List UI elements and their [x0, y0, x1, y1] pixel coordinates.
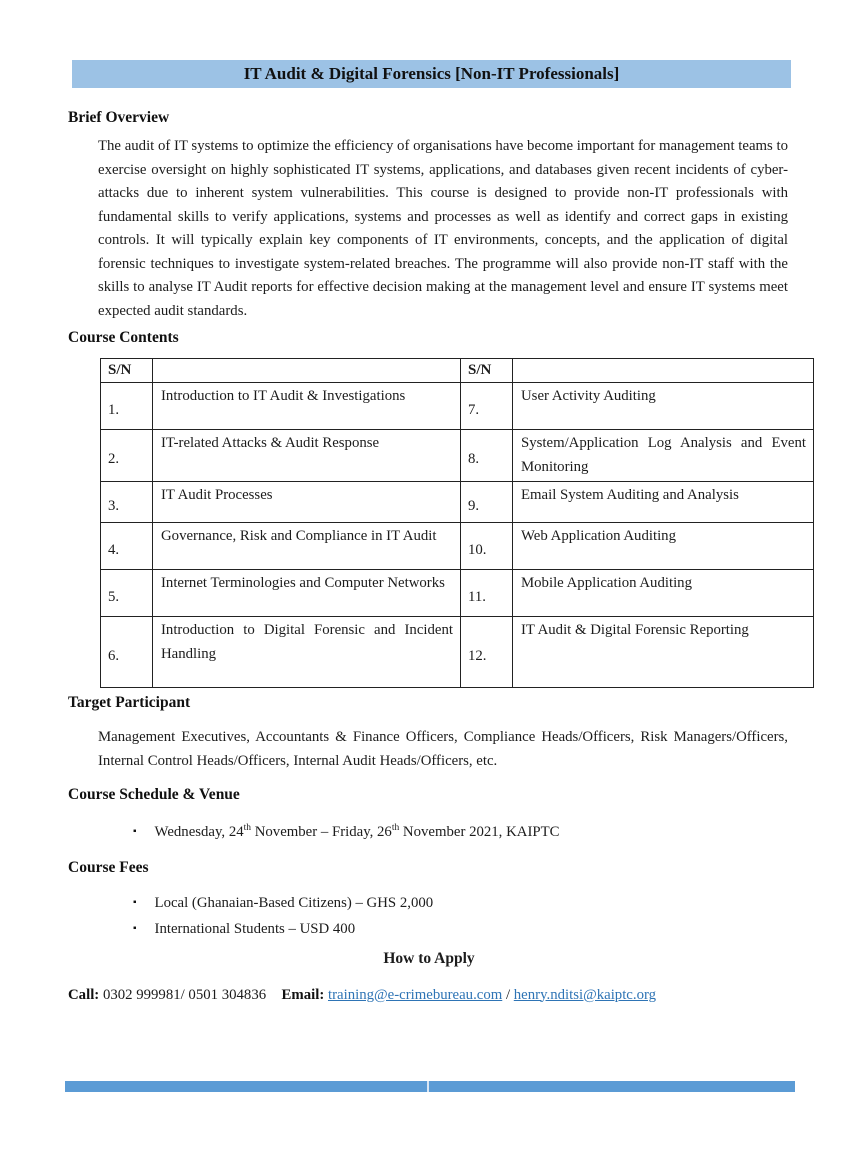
- target-participant-paragraph: Management Executives, Accountants & Finance Officers, Compliance Heads/Officers, Risk Managers/Officers, Internal Control Heads/Officers, Internal Audit Heads/Officers, etc.: [98, 729, 788, 769]
- target-participant-heading: Target Participant: [68, 694, 191, 711]
- how-to-apply-heading: How to Apply: [383, 949, 475, 967]
- row-number: 10.: [461, 523, 513, 570]
- email-link-henry[interactable]: henry.nditsi@kaiptc.org: [513, 986, 657, 1003]
- topic-header-right: [513, 359, 814, 383]
- list-item: [133, 917, 790, 943]
- schedule-bullet-text: Wednesday, 24th November – Friday, 26th November 2021, KAIPTC: [154, 823, 560, 840]
- fee-international-text: International Students – USD 400: [154, 920, 356, 937]
- table-header-row: [101, 359, 814, 383]
- brief-overview-heading: Brief Overview: [68, 109, 170, 126]
- page-title: IT Audit & Digital Forensics [Non-IT Professionals]: [243, 64, 620, 83]
- square-bullet-icon: ▪: [133, 826, 137, 837]
- call-numbers: 0302 999981/ 0501 304836: [102, 986, 267, 1003]
- square-bullet-icon: ▪: [133, 896, 137, 908]
- row-topic: Governance, Risk and Compliance in IT Audit: [153, 523, 461, 570]
- row-number: 4.: [101, 523, 153, 570]
- row-number: 3.: [101, 482, 153, 523]
- email-label: Email:: [281, 986, 325, 1003]
- row-topic: IT-related Attacks & Audit Response: [153, 430, 461, 482]
- sn-header-left: S/N: [101, 359, 153, 383]
- fee-local-text: Local (Ghanaian-Based Citizens) – GHS 2,000: [154, 894, 434, 911]
- row-topic: Introduction to IT Audit & Investigations: [153, 383, 461, 430]
- table-row: [101, 617, 814, 688]
- fees-list: [68, 891, 790, 943]
- course-contents-heading: Course Contents: [68, 329, 179, 346]
- table-row: [101, 482, 814, 523]
- row-number: 5.: [101, 570, 153, 617]
- footer-bar-left-segment: [65, 1081, 427, 1092]
- table-row: [101, 430, 814, 482]
- topic-header-left: [153, 359, 461, 383]
- row-number: 9.: [461, 482, 513, 523]
- row-topic: Internet Terminologies and Computer Networks: [153, 570, 461, 617]
- row-number: 2.: [101, 430, 153, 482]
- row-topic: User Activity Auditing: [513, 383, 814, 430]
- sn-header-right: S/N: [461, 359, 513, 383]
- row-topic: Web Application Auditing: [513, 523, 814, 570]
- row-number: 11.: [461, 570, 513, 617]
- row-topic: Introduction to Digital Forensic and Incident Handling: [153, 617, 461, 688]
- row-topic: System/Application Log Analysis and Event Monitoring: [513, 430, 814, 482]
- call-label: Call:: [68, 986, 100, 1003]
- row-topic: IT Audit & Digital Forensic Reporting: [513, 617, 814, 688]
- title-banner: [72, 60, 791, 88]
- row-number: 7.: [461, 383, 513, 430]
- row-number: 6.: [101, 617, 153, 688]
- fees-heading: Course Fees: [68, 858, 149, 876]
- footer-bar-right-segment: [429, 1081, 795, 1092]
- list-item: [133, 891, 790, 917]
- email-separator: /: [505, 986, 511, 1003]
- brief-overview-paragraph: The audit of IT systems to optimize the efficiency of organisations have become important for management teams to exercise oversight on highly sophisticated IT systems, applications, and databases given recent incidents of cyber-attacks due to inherent system vulnerabilities. This course is designed to provide non-IT professionals with fundamental skills to verify applications, systems and processes as well as identify and correct gaps in existing controls. It will typically explain key components of IT environments, concepts, and the application of digital forensic techniques to investigate system-related breaches. The programme will also provide non-IT staff with the skills to analyse IT Audit reports for effective decision making at the management level and ensure IT systems meet expected audit standards.: [98, 138, 788, 319]
- table-row: [101, 523, 814, 570]
- row-topic: Email System Auditing and Analysis: [513, 482, 814, 523]
- table-row: [101, 383, 814, 430]
- schedule-heading: Course Schedule & Venue: [68, 786, 240, 803]
- email-link-training[interactable]: training@e-crimebureau.com: [327, 986, 503, 1003]
- table-row: [101, 570, 814, 617]
- row-topic: Mobile Application Auditing: [513, 570, 814, 617]
- course-contents-table: [100, 358, 814, 688]
- document-page: [0, 60, 850, 1160]
- footer-accent-bar: [65, 1081, 795, 1092]
- square-bullet-icon: ▪: [133, 922, 137, 934]
- row-number: 8.: [461, 430, 513, 482]
- row-topic: IT Audit Processes: [153, 482, 461, 523]
- row-number: 12.: [461, 617, 513, 688]
- contact-line: [68, 985, 790, 1005]
- schedule-bullet-item: [133, 821, 790, 846]
- row-number: 1.: [101, 383, 153, 430]
